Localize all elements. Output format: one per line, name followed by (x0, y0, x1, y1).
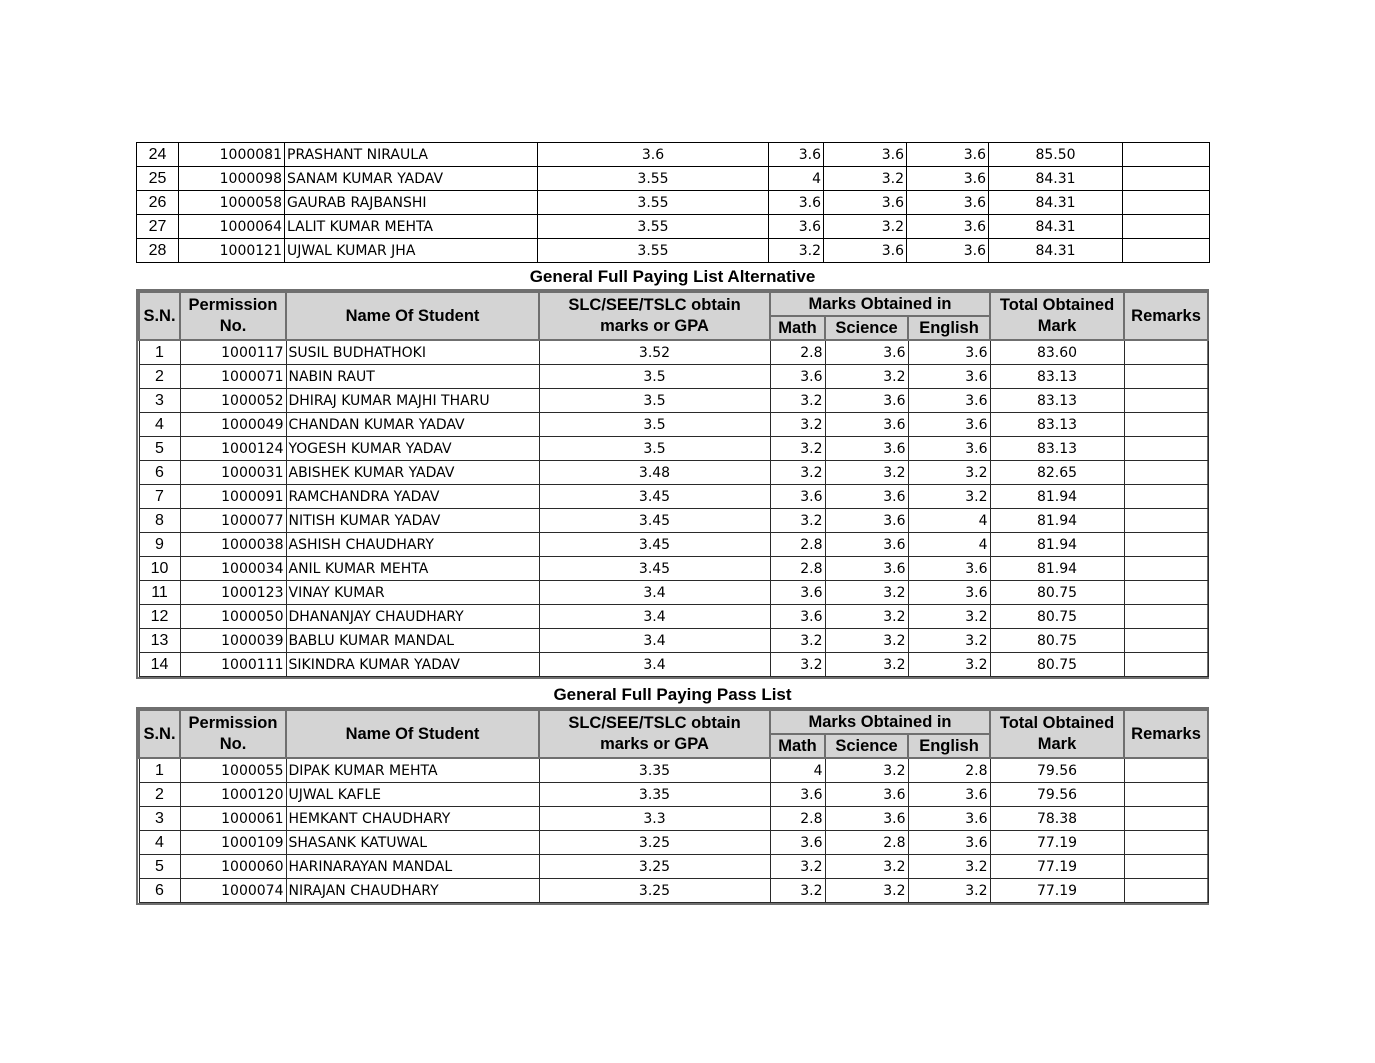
row-science-cell: 3.6 (824, 191, 907, 215)
table-row (139, 831, 1208, 855)
row-math-cell: 2.8 (770, 340, 825, 365)
row-remarks-cell (1124, 509, 1208, 533)
row-permission-cell: 1000124 (180, 437, 286, 461)
table-row (139, 533, 1208, 557)
row-permission-cell: 1000081 (179, 143, 285, 167)
row-total-cell: 84.31 (989, 191, 1123, 215)
row-remarks-cell (1124, 807, 1208, 831)
row-permission-cell: 1000058 (179, 191, 285, 215)
col-science-header: Science (825, 734, 908, 758)
row-sn-cell: 4 (139, 413, 180, 437)
col-name-header: Name Of Student (286, 710, 539, 758)
row-student-name-cell: YOGESH KUMAR YADAV (286, 437, 539, 461)
row-sn-cell: 5 (139, 437, 180, 461)
pass-table-header (139, 710, 1208, 758)
row-sn-cell: 1 (139, 340, 180, 365)
row-total-cell: 77.19 (990, 855, 1124, 879)
row-sn-cell: 3 (139, 807, 180, 831)
row-total-cell: 85.50 (989, 143, 1123, 167)
row-sn-cell: 11 (139, 581, 180, 605)
table-row (137, 215, 1210, 239)
col-remarks-header: Remarks (1124, 710, 1208, 758)
row-student-name-cell: SUSIL BUDHATHOKI (286, 340, 539, 365)
row-student-name-cell: VINAY KUMAR (286, 581, 539, 605)
row-english-cell: 2.8 (908, 758, 990, 783)
row-permission-cell: 1000109 (180, 831, 286, 855)
row-sn-cell: 24 (137, 143, 179, 167)
row-science-cell: 3.6 (825, 340, 908, 365)
row-remarks-cell (1124, 605, 1208, 629)
row-sn-cell: 13 (139, 629, 180, 653)
row-english-cell: 4 (908, 509, 990, 533)
row-sn-cell: 3 (139, 389, 180, 413)
row-total-cell: 80.75 (990, 653, 1124, 677)
col-sn-header: S.N. (139, 292, 180, 340)
table-row (139, 340, 1208, 365)
row-sn-cell: 9 (139, 533, 180, 557)
row-math-cell: 3.2 (770, 653, 825, 677)
row-sn-cell: 14 (139, 653, 180, 677)
alternative-table-header (139, 292, 1208, 340)
col-math-header: Math (770, 734, 825, 758)
pass-table (138, 709, 1209, 903)
row-gpa-cell: 3.4 (539, 653, 770, 677)
col-marks-group-header: Marks Obtained in (770, 710, 990, 734)
row-math-cell: 3.2 (770, 509, 825, 533)
row-math-cell: 4 (770, 758, 825, 783)
row-remarks-cell (1123, 167, 1210, 191)
row-english-cell: 3.6 (908, 557, 990, 581)
row-student-name-cell: HARINARAYAN MANDAL (286, 855, 539, 879)
row-english-cell: 3.6 (908, 389, 990, 413)
row-math-cell: 3.2 (770, 437, 825, 461)
row-math-cell: 3.6 (770, 831, 825, 855)
row-student-name-cell: RAMCHANDRA YADAV (286, 485, 539, 509)
row-total-cell: 80.75 (990, 581, 1124, 605)
row-permission-cell: 1000039 (180, 629, 286, 653)
col-total-header: Total Obtained Mark (990, 710, 1124, 758)
alternative-table-wrap (136, 289, 1209, 679)
row-total-cell: 80.75 (990, 605, 1124, 629)
table-row (139, 807, 1208, 831)
row-sn-cell: 7 (139, 485, 180, 509)
table-row (139, 783, 1208, 807)
row-science-cell: 3.6 (825, 807, 908, 831)
row-english-cell: 3.2 (908, 629, 990, 653)
row-total-cell: 81.94 (990, 533, 1124, 557)
row-gpa-cell: 3.4 (539, 605, 770, 629)
table-row (137, 143, 1210, 167)
row-english-cell: 3.6 (908, 437, 990, 461)
table-row (139, 855, 1208, 879)
table-row (139, 557, 1208, 581)
table-row (139, 389, 1208, 413)
table-row (139, 413, 1208, 437)
row-sn-cell: 2 (139, 783, 180, 807)
row-permission-cell: 1000121 (179, 239, 285, 263)
row-total-cell: 81.94 (990, 485, 1124, 509)
row-student-name-cell: DIPAK KUMAR MEHTA (286, 758, 539, 783)
row-math-cell: 2.8 (770, 807, 825, 831)
col-gpa-header: SLC/SEE/TSLC obtain marks or GPA (539, 710, 770, 758)
table-row (139, 581, 1208, 605)
row-permission-cell: 1000061 (180, 807, 286, 831)
row-english-cell: 3.6 (908, 340, 990, 365)
row-sn-cell: 4 (139, 831, 180, 855)
row-remarks-cell (1124, 437, 1208, 461)
row-total-cell: 83.13 (990, 437, 1124, 461)
table-row (139, 653, 1208, 677)
row-total-cell: 79.56 (990, 783, 1124, 807)
row-science-cell: 3.6 (825, 485, 908, 509)
col-math-header: Math (770, 316, 825, 340)
row-math-cell: 2.8 (770, 533, 825, 557)
row-sn-cell: 6 (139, 461, 180, 485)
row-math-cell: 3.2 (770, 855, 825, 879)
table-row (139, 629, 1208, 653)
row-permission-cell: 1000098 (179, 167, 285, 191)
row-math-cell: 3.6 (770, 485, 825, 509)
col-sn-header: S.N. (139, 710, 180, 758)
row-remarks-cell (1124, 461, 1208, 485)
row-math-cell: 3.2 (770, 461, 825, 485)
row-remarks-cell (1124, 413, 1208, 437)
row-remarks-cell (1124, 557, 1208, 581)
row-student-name-cell: CHANDAN KUMAR YADAV (286, 413, 539, 437)
row-total-cell: 84.31 (989, 239, 1123, 263)
row-gpa-cell: 3.52 (539, 340, 770, 365)
table-row (137, 191, 1210, 215)
row-remarks-cell (1123, 191, 1210, 215)
row-gpa-cell: 3.4 (539, 629, 770, 653)
row-permission-cell: 1000071 (180, 365, 286, 389)
row-english-cell: 3.2 (908, 879, 990, 903)
col-permission-header: Permission No. (180, 292, 286, 340)
row-gpa-cell: 3.55 (538, 191, 769, 215)
row-sn-cell: 5 (139, 855, 180, 879)
row-gpa-cell: 3.45 (539, 557, 770, 581)
row-english-cell: 3.6 (907, 215, 989, 239)
table-row (139, 879, 1208, 903)
col-gpa-header: SLC/SEE/TSLC obtain marks or GPA (539, 292, 770, 340)
row-science-cell: 3.2 (825, 365, 908, 389)
row-gpa-cell: 3.48 (539, 461, 770, 485)
row-science-cell: 3.6 (824, 143, 907, 167)
row-science-cell: 3.6 (825, 533, 908, 557)
row-permission-cell: 1000034 (180, 557, 286, 581)
row-permission-cell: 1000060 (180, 855, 286, 879)
row-gpa-cell: 3.25 (539, 855, 770, 879)
row-math-cell: 3.6 (770, 605, 825, 629)
row-remarks-cell (1123, 239, 1210, 263)
row-science-cell: 3.2 (825, 879, 908, 903)
row-sn-cell: 2 (139, 365, 180, 389)
col-marks-group-header: Marks Obtained in (770, 292, 990, 316)
top-continuation-table (136, 142, 1210, 263)
row-math-cell: 2.8 (770, 557, 825, 581)
row-gpa-cell: 3.35 (539, 783, 770, 807)
row-total-cell: 83.13 (990, 389, 1124, 413)
row-gpa-cell: 3.25 (539, 879, 770, 903)
row-math-cell: 3.2 (770, 629, 825, 653)
row-student-name-cell: BABLU KUMAR MANDAL (286, 629, 539, 653)
row-total-cell: 79.56 (990, 758, 1124, 783)
row-science-cell: 3.2 (825, 855, 908, 879)
row-science-cell: 3.2 (824, 167, 907, 191)
row-sn-cell: 8 (139, 509, 180, 533)
pass-table-wrap (136, 707, 1209, 905)
row-english-cell: 3.6 (908, 807, 990, 831)
row-student-name-cell: ANIL KUMAR MEHTA (286, 557, 539, 581)
row-student-name-cell: UJWAL KAFLE (286, 783, 539, 807)
row-science-cell: 3.2 (824, 215, 907, 239)
row-permission-cell: 1000111 (180, 653, 286, 677)
row-science-cell: 3.2 (825, 629, 908, 653)
row-gpa-cell: 3.4 (539, 581, 770, 605)
row-science-cell: 3.6 (825, 437, 908, 461)
row-student-name-cell: PRASHANT NIRAULA (285, 143, 538, 167)
row-science-cell: 3.6 (825, 557, 908, 581)
row-english-cell: 3.2 (908, 485, 990, 509)
row-english-cell: 3.6 (908, 413, 990, 437)
row-permission-cell: 1000064 (179, 215, 285, 239)
row-permission-cell: 1000117 (180, 340, 286, 365)
row-permission-cell: 1000077 (180, 509, 286, 533)
row-gpa-cell: 3.55 (538, 239, 769, 263)
row-english-cell: 3.6 (907, 167, 989, 191)
row-gpa-cell: 3.6 (538, 143, 769, 167)
row-permission-cell: 1000052 (180, 389, 286, 413)
row-sn-cell: 10 (139, 557, 180, 581)
row-science-cell: 2.8 (825, 831, 908, 855)
row-permission-cell: 1000091 (180, 485, 286, 509)
row-student-name-cell: SIKINDRA KUMAR YADAV (286, 653, 539, 677)
row-student-name-cell: LALIT KUMAR MEHTA (285, 215, 538, 239)
row-science-cell: 3.2 (825, 758, 908, 783)
row-sn-cell: 27 (137, 215, 179, 239)
row-remarks-cell (1124, 485, 1208, 509)
row-student-name-cell: ABISHEK KUMAR YADAV (286, 461, 539, 485)
row-student-name-cell: NIRAJAN CHAUDHARY (286, 879, 539, 903)
col-permission-header: Permission No. (180, 710, 286, 758)
row-remarks-cell (1124, 365, 1208, 389)
row-gpa-cell: 3.5 (539, 365, 770, 389)
row-total-cell: 77.19 (990, 831, 1124, 855)
row-permission-cell: 1000050 (180, 605, 286, 629)
row-student-name-cell: SHASANK KATUWAL (286, 831, 539, 855)
row-student-name-cell: DHANANJAY CHAUDHARY (286, 605, 539, 629)
row-permission-cell: 1000049 (180, 413, 286, 437)
col-remarks-header: Remarks (1124, 292, 1208, 340)
row-english-cell: 3.2 (908, 855, 990, 879)
row-math-cell: 3.2 (770, 879, 825, 903)
row-english-cell: 3.6 (907, 191, 989, 215)
row-sn-cell: 26 (137, 191, 179, 215)
row-math-cell: 3.6 (769, 191, 824, 215)
row-student-name-cell: NITISH KUMAR YADAV (286, 509, 539, 533)
row-gpa-cell: 3.55 (538, 215, 769, 239)
row-remarks-cell (1124, 629, 1208, 653)
row-science-cell: 3.6 (824, 239, 907, 263)
row-total-cell: 84.31 (989, 215, 1123, 239)
row-gpa-cell: 3.45 (539, 533, 770, 557)
pass-list-title: General Full Paying Pass List (553, 685, 792, 704)
row-math-cell: 3.2 (770, 389, 825, 413)
row-sn-cell: 28 (137, 239, 179, 263)
row-gpa-cell: 3.45 (539, 509, 770, 533)
row-student-name-cell: ASHISH CHAUDHARY (286, 533, 539, 557)
row-english-cell: 3.2 (908, 605, 990, 629)
row-gpa-cell: 3.35 (539, 758, 770, 783)
col-total-header: Total Obtained Mark (990, 292, 1124, 340)
row-total-cell: 81.94 (990, 557, 1124, 581)
row-remarks-cell (1124, 783, 1208, 807)
row-math-cell: 4 (769, 167, 824, 191)
row-math-cell: 3.6 (770, 365, 825, 389)
row-total-cell: 77.19 (990, 879, 1124, 903)
row-remarks-cell (1123, 143, 1210, 167)
top-continuation-table-wrap (136, 142, 1209, 263)
row-math-cell: 3.6 (770, 783, 825, 807)
row-student-name-cell: HEMKANT CHAUDHARY (286, 807, 539, 831)
row-permission-cell: 1000074 (180, 879, 286, 903)
row-science-cell: 3.2 (825, 653, 908, 677)
row-remarks-cell (1124, 533, 1208, 557)
row-science-cell: 3.6 (825, 509, 908, 533)
row-english-cell: 3.6 (907, 143, 989, 167)
table-row (139, 461, 1208, 485)
row-math-cell: 3.6 (769, 143, 824, 167)
row-science-cell: 3.2 (825, 605, 908, 629)
alternative-table-body (139, 340, 1208, 677)
row-science-cell: 3.6 (825, 413, 908, 437)
row-student-name-cell: UJWAL KUMAR JHA (285, 239, 538, 263)
row-english-cell: 3.2 (908, 653, 990, 677)
row-remarks-cell (1123, 215, 1210, 239)
row-sn-cell: 25 (137, 167, 179, 191)
row-student-name-cell: GAURAB RAJBANSHI (285, 191, 538, 215)
row-sn-cell: 1 (139, 758, 180, 783)
row-permission-cell: 1000055 (180, 758, 286, 783)
row-total-cell: 83.60 (990, 340, 1124, 365)
row-english-cell: 3.6 (908, 831, 990, 855)
row-remarks-cell (1124, 581, 1208, 605)
row-english-cell: 3.6 (908, 783, 990, 807)
row-sn-cell: 12 (139, 605, 180, 629)
row-remarks-cell (1124, 653, 1208, 677)
row-math-cell: 3.2 (770, 413, 825, 437)
row-total-cell: 82.65 (990, 461, 1124, 485)
table-row (137, 239, 1210, 263)
row-science-cell: 3.6 (825, 389, 908, 413)
row-total-cell: 83.13 (990, 365, 1124, 389)
col-english-header: English (908, 734, 990, 758)
row-total-cell: 80.75 (990, 629, 1124, 653)
row-student-name-cell: DHIRAJ KUMAR MAJHI THARU (286, 389, 539, 413)
row-student-name-cell: SANAM KUMAR YADAV (285, 167, 538, 191)
row-science-cell: 3.6 (825, 783, 908, 807)
table-row (137, 167, 1210, 191)
row-total-cell: 83.13 (990, 413, 1124, 437)
row-permission-cell: 1000038 (180, 533, 286, 557)
row-remarks-cell (1124, 855, 1208, 879)
row-permission-cell: 1000031 (180, 461, 286, 485)
alternative-table (138, 291, 1209, 677)
row-math-cell: 3.6 (769, 215, 824, 239)
table-row (139, 605, 1208, 629)
table-row (139, 509, 1208, 533)
row-remarks-cell (1124, 758, 1208, 783)
row-total-cell: 78.38 (990, 807, 1124, 831)
row-english-cell: 4 (908, 533, 990, 557)
row-total-cell: 84.31 (989, 167, 1123, 191)
table-row (139, 365, 1208, 389)
col-science-header: Science (825, 316, 908, 340)
table-row (139, 437, 1208, 461)
row-remarks-cell (1124, 879, 1208, 903)
row-english-cell: 3.6 (907, 239, 989, 263)
row-gpa-cell: 3.5 (539, 437, 770, 461)
row-english-cell: 3.6 (908, 365, 990, 389)
row-sn-cell: 6 (139, 879, 180, 903)
row-remarks-cell (1124, 831, 1208, 855)
row-gpa-cell: 3.5 (539, 413, 770, 437)
top-continuation-body (137, 143, 1210, 263)
row-science-cell: 3.2 (825, 461, 908, 485)
row-permission-cell: 1000120 (180, 783, 286, 807)
col-name-header: Name Of Student (286, 292, 539, 340)
row-gpa-cell: 3.45 (539, 485, 770, 509)
alternative-list-title: General Full Paying List Alternative (529, 267, 816, 286)
row-total-cell: 81.94 (990, 509, 1124, 533)
row-student-name-cell: NABIN RAUT (286, 365, 539, 389)
row-gpa-cell: 3.3 (539, 807, 770, 831)
row-remarks-cell (1124, 340, 1208, 365)
row-science-cell: 3.2 (825, 581, 908, 605)
row-gpa-cell: 3.25 (539, 831, 770, 855)
row-gpa-cell: 3.55 (538, 167, 769, 191)
table-row (139, 758, 1208, 783)
row-remarks-cell (1124, 389, 1208, 413)
col-english-header: English (908, 316, 990, 340)
row-math-cell: 3.6 (770, 581, 825, 605)
row-gpa-cell: 3.5 (539, 389, 770, 413)
table-row (139, 485, 1208, 509)
row-english-cell: 3.6 (908, 581, 990, 605)
pass-table-body (139, 758, 1208, 903)
row-permission-cell: 1000123 (180, 581, 286, 605)
row-english-cell: 3.2 (908, 461, 990, 485)
row-math-cell: 3.2 (769, 239, 824, 263)
